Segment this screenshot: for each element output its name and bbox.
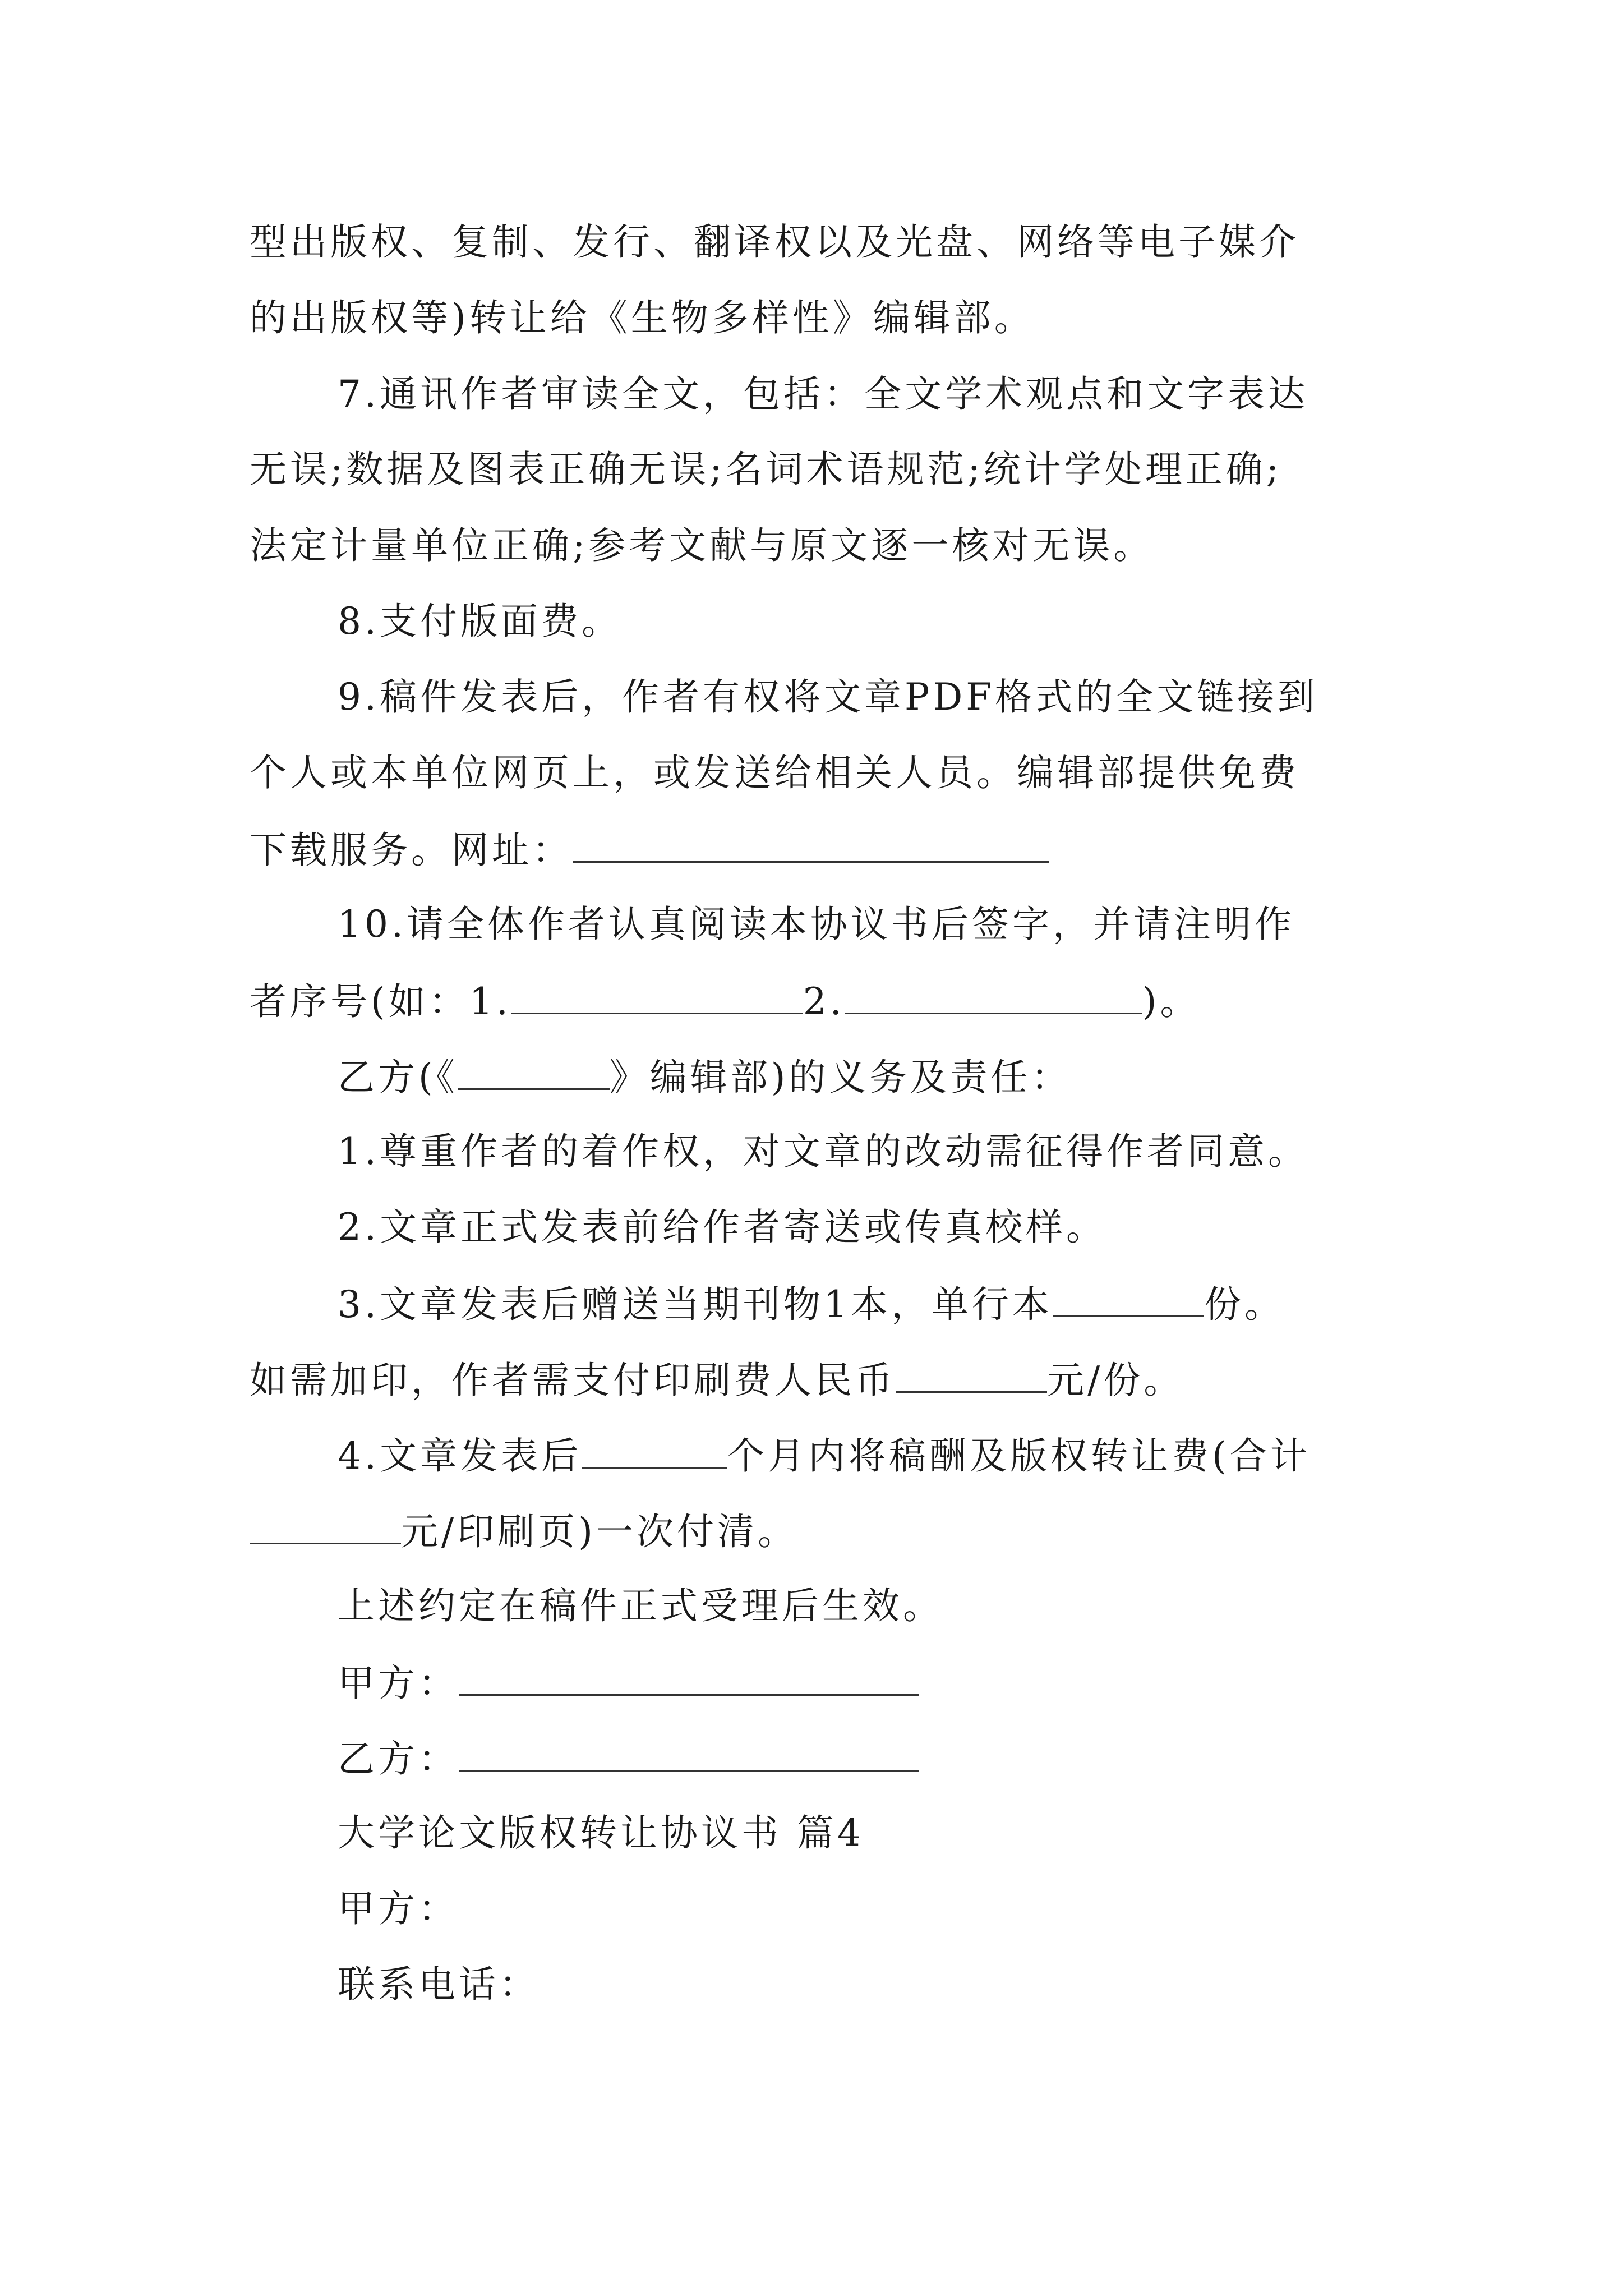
- text-run: 元/印刷页)一次付清。: [401, 1510, 798, 1553]
- text-run: 2.: [803, 980, 845, 1023]
- text-run: 4.文章发表后: [338, 1434, 582, 1478]
- signature-line: [338, 1659, 919, 1706]
- paragraph-line: [250, 1356, 1184, 1403]
- text-run: 乙方(《: [338, 1056, 458, 1099]
- party-a-signature-blank: [459, 1659, 919, 1696]
- paragraph-line: [338, 1281, 1285, 1327]
- text-run: 如需加印，作者需支付印刷费人民币: [250, 1359, 896, 1402]
- paragraph-line: 8.支付版面费。: [338, 600, 622, 643]
- party-b-signature-blank: [459, 1735, 919, 1772]
- paragraph-line: 1.尊重作者的着作权，对文章的改动需征得作者同意。: [338, 1130, 1308, 1173]
- text-run: 甲方：: [338, 1662, 459, 1705]
- text-run: 份。: [1204, 1283, 1285, 1326]
- text-run: 个月内将稿酬及版权转让费(合计: [727, 1434, 1311, 1478]
- paragraph-line: 2.文章正式发表前给作者寄送或传真校样。: [338, 1205, 1106, 1249]
- website-label: 下载服务。网址：: [250, 829, 573, 872]
- section-heading: 大学论文版权转让协议书 篇4: [338, 1811, 864, 1855]
- paragraph-line: 上述约定在稿件正式受理后生效。: [338, 1584, 943, 1627]
- royalty-blank: [250, 1508, 401, 1544]
- paragraph-line: 法定计量单位正确;参考文献与原文逐一核对无误。: [250, 524, 1154, 567]
- journal-name-blank: [458, 1053, 610, 1090]
- paragraph-line: 7.通讯作者审读全文，包括：全文学术观点和文字表达: [338, 372, 1308, 416]
- paragraph-line: [250, 826, 1049, 873]
- offprint-count-blank: [1053, 1281, 1204, 1317]
- paragraph-line: 个人或本单位网页上，或发送给相关人员。编辑部提供免费: [250, 751, 1299, 794]
- paragraph-line: 9.稿件发表后，作者有权将文章PDF格式的全文链接到: [338, 675, 1318, 719]
- website-blank: [573, 826, 1049, 863]
- paragraph-line: 的出版权等)转让给《生物多样性》编辑部。: [250, 296, 1035, 339]
- text-run: 》编辑部)的义务及责任：: [609, 1056, 1072, 1099]
- text-run: 乙方：: [338, 1737, 459, 1780]
- signature-line: [338, 1735, 919, 1782]
- paragraph-line: [250, 1508, 798, 1554]
- text-run: 3.文章发表后赠送当期刊物1本，单行本: [338, 1283, 1053, 1326]
- paragraph-line: 无误;数据及图表正确无误;名词术语规范;统计学处理正确;: [250, 448, 1282, 491]
- paragraph-line: 联系电话：: [338, 1963, 540, 2006]
- paragraph-line: [338, 1432, 1311, 1479]
- paragraph-line: 型出版权、复制、发行、翻译权以及光盘、网络等电子媒介: [250, 220, 1299, 264]
- months-blank: [582, 1432, 727, 1469]
- print-fee-blank: [896, 1356, 1047, 1393]
- text-run: 者序号(如：1.: [250, 980, 511, 1023]
- text-run: )。: [1142, 980, 1201, 1023]
- paragraph-line: [250, 978, 1200, 1024]
- paragraph-line: 10.请全体作者认真阅读本协议书后签字，并请注明作: [338, 903, 1295, 946]
- author-order-blank-2: [845, 978, 1142, 1014]
- paragraph-line: 甲方：: [338, 1887, 459, 1930]
- author-order-blank-1: [511, 978, 803, 1014]
- paragraph-line: [338, 1053, 1072, 1100]
- text-run: 元/份。: [1047, 1359, 1184, 1402]
